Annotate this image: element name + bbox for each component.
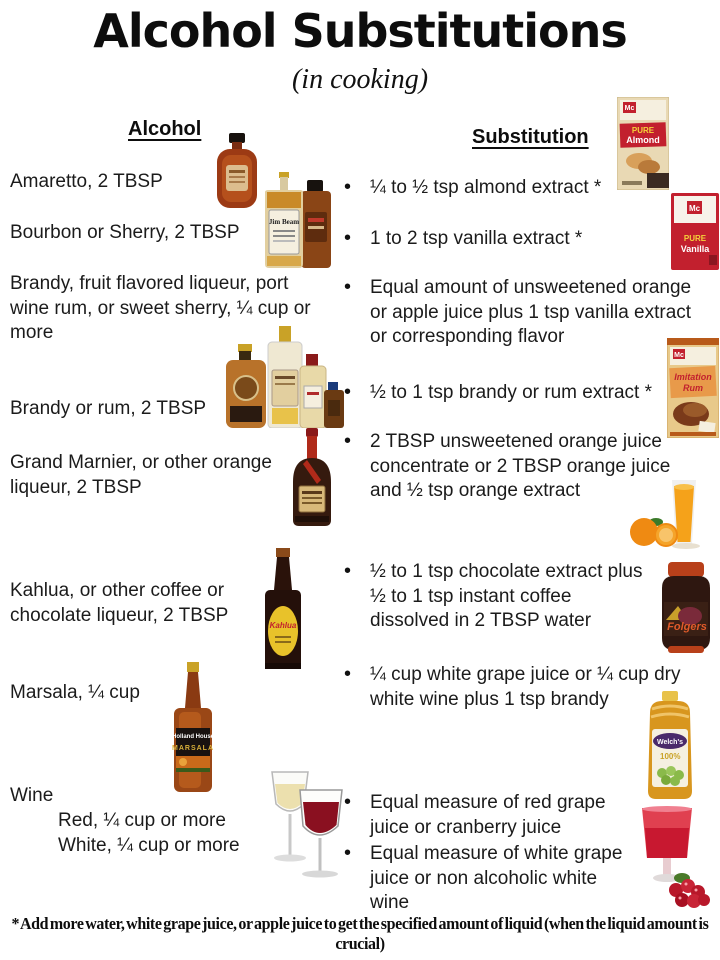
svg-text:Almond: Almond <box>626 135 660 145</box>
alcohol-column-header: Alcohol <box>128 118 202 140</box>
svg-text:Kahlua: Kahlua <box>269 621 297 630</box>
svg-text:Mc: Mc <box>674 352 684 359</box>
substitution-item: • Equal measure of red grape juice or cranberry juice <box>370 791 615 840</box>
rum-extract-box-image <box>667 338 719 438</box>
substitution-item: • 2 TBSP unsweetened orange juice concentrate or 2 TBSP orange juice and ½ tsp orange extract <box>370 430 680 504</box>
svg-text:Vanilla: Vanilla <box>680 244 710 254</box>
amaretto-bottle-image <box>213 133 261 211</box>
alcohol-item: Red, ¼ cup or more <box>58 810 226 831</box>
svg-text:Imitation: Imitation <box>674 372 712 382</box>
folgers-jar-image <box>654 562 718 655</box>
svg-text:Jim Beam: Jim Beam <box>268 218 300 226</box>
substitution-item: • Equal amount of unsweetened orange or apple juice plus 1 tsp vanilla extract or corresponding flavor <box>370 276 695 350</box>
alcohol-item: Kahlua, or other coffee or chocolate liqueur, 2 TBSP <box>10 580 229 626</box>
alcohol-item: Grand Marnier, or other orange liqueur, 2 TBSP <box>10 452 272 498</box>
substitution-item: • ½ to 1 tsp chocolate extract plus ½ to 1 tsp instant coffee dissolved in 2 TBSP water <box>370 560 655 634</box>
svg-text:Welch's: Welch's <box>656 739 684 746</box>
page-subtitle: (in cooking) <box>291 64 429 95</box>
orange-juice-image <box>628 478 702 550</box>
alcohol-item: Marsala, ¼ cup <box>10 682 140 703</box>
alcohol-item: Brandy, fruit flavored liqueur, port wine rum, or sweet sherry, ¼ cup or more <box>10 273 311 344</box>
wine-glasses-image <box>256 770 348 878</box>
alcohol-item: Bourbon or Sherry, 2 TBSP <box>10 222 240 243</box>
svg-text:PURE: PURE <box>631 126 655 135</box>
svg-text:100%: 100% <box>660 752 681 761</box>
almond-extract-box-image <box>617 97 669 190</box>
substitution-item: • 1 to 2 tsp vanilla extract * <box>370 227 670 252</box>
svg-text:Mc: Mc <box>624 105 635 112</box>
substitution-item: • Equal measure of white grape juice or non alcoholic white wine <box>370 842 635 916</box>
kahlua-bottle-image <box>258 548 308 675</box>
svg-text:Mc: Mc <box>688 204 701 213</box>
cranberry-juice-image <box>630 806 712 908</box>
page-title: Alcohol Substitutions <box>93 4 627 58</box>
substitution-item: • ¼ cup white grape juice or ¼ cup dry white wine plus 1 tsp brandy <box>370 663 690 712</box>
svg-text:Rum: Rum <box>683 383 703 393</box>
substitution-item: • ¼ to ½ tsp almond extract * <box>370 176 670 201</box>
svg-text:PURE: PURE <box>683 234 707 243</box>
substitution-column-header: Substitution <box>472 126 589 148</box>
svg-text:MARSALA: MARSALA <box>172 745 214 752</box>
alcohol-item: Amaretto, 2 TBSP <box>10 171 163 192</box>
substitution-item: • ½ to 1 tsp brandy or rum extract * <box>370 381 670 406</box>
footnote: * Add more water, white grape juice, or apple juice to get the specified amount of liquid (when the liquid amount is crucial) <box>11 914 709 953</box>
brandy-bottles-image <box>224 326 346 428</box>
svg-text:Folgers: Folgers <box>667 621 707 633</box>
grand-marnier-bottle-image <box>287 428 337 528</box>
svg-text:Holland House: Holland House <box>171 734 215 740</box>
alcohol-item: Wine <box>10 785 54 806</box>
marsala-bottle-image <box>163 662 223 796</box>
alcohol-item: White, ¼ cup or more <box>58 835 240 856</box>
bourbon-bottles-image <box>257 172 337 268</box>
welchs-grape-juice-image <box>638 691 702 803</box>
vanilla-extract-box-image <box>671 193 719 270</box>
alcohol-item: Brandy or rum, 2 TBSP <box>10 398 207 419</box>
